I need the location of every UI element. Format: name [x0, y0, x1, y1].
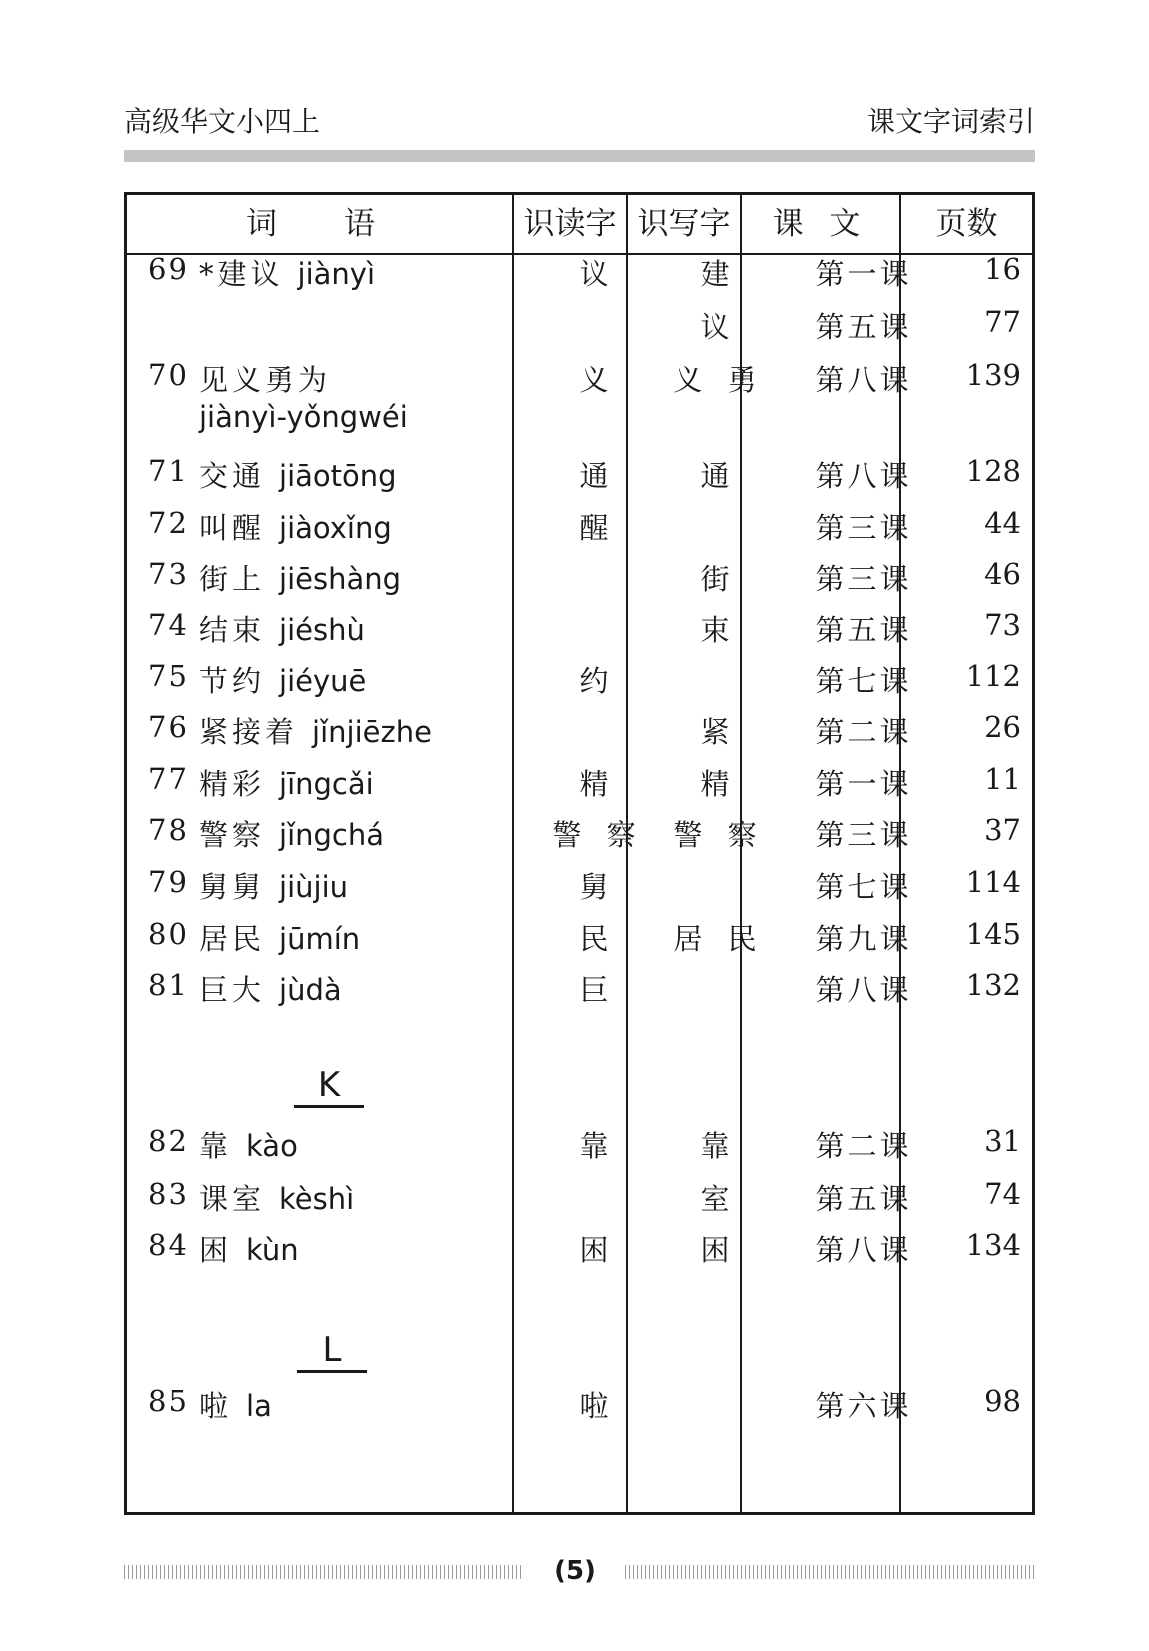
entry-lesson: 第九课: [815, 922, 912, 956]
entry-pinyin: jiànyì: [297, 257, 375, 291]
entry-hanzi: 节约: [199, 664, 266, 698]
entry-pinyin: jiēshàng: [279, 562, 402, 596]
entry-number: 81: [148, 968, 189, 1002]
entry-lesson: 第八课: [815, 459, 912, 493]
entry-number: 80: [148, 917, 189, 951]
entry-number: 83: [148, 1177, 189, 1211]
entry-lesson: 第二课: [815, 1129, 912, 1163]
entry-read-chars: 巨: [579, 973, 617, 1007]
section-letter: L: [297, 1330, 367, 1373]
entry-read-chars: 义: [579, 363, 617, 397]
entry-hanzi: 舅舅: [199, 870, 266, 904]
entry-number: 72: [148, 506, 189, 540]
entry-pinyin: kùn: [246, 1233, 299, 1267]
entry-lesson: 第五课: [815, 613, 912, 647]
entry-word: [199, 710, 519, 751]
page-number: (5): [554, 1556, 596, 1586]
entry-number: 73: [148, 557, 189, 591]
entry-hanzi: 紧接着: [199, 715, 299, 749]
entry-lesson: 第三课: [815, 818, 912, 852]
entry-page: 77: [984, 305, 1021, 339]
entry-page: 112: [965, 659, 1021, 693]
entry-write-chars: 通: [700, 459, 738, 493]
entry-page: 37: [984, 813, 1021, 847]
entry-page: 128: [965, 454, 1021, 488]
entry-page: 74: [984, 1177, 1021, 1211]
entry-hanzi: 街上: [199, 562, 266, 596]
entry-write-chars: 义 勇: [673, 363, 765, 397]
entry-hanzi: 叫醒: [199, 511, 266, 545]
entry-pinyin-wrapped: jiànyì-yǒngwéi: [199, 400, 408, 434]
entry-lesson: 第八课: [815, 363, 912, 397]
entry-page: 145: [965, 917, 1021, 951]
entry-word: [199, 506, 519, 547]
entry-pinyin: la: [246, 1389, 272, 1423]
entry-word: [199, 813, 519, 854]
entry-write-chars: 警 察: [673, 818, 765, 852]
entry-read-chars: 困: [579, 1233, 617, 1267]
entry-read-chars: 啦: [579, 1389, 617, 1423]
entry-word: [199, 252, 519, 293]
entry-word: [199, 454, 519, 495]
entry-word: [199, 358, 519, 399]
entry-lesson: 第一课: [815, 767, 912, 801]
entry-word: [199, 557, 519, 598]
entry-page: 26: [984, 710, 1021, 744]
entry-read-chars: 醒: [579, 511, 617, 545]
entry-number: 69: [148, 252, 189, 286]
entry-pinyin: jiéyuē: [279, 664, 367, 698]
entry-pinyin: jiāotōng: [279, 459, 397, 493]
entry-pinyin: jùdà: [279, 973, 342, 1007]
table-body: [127, 195, 1032, 1512]
column-header-page: 页数: [935, 206, 998, 242]
entry-hanzi: 啦: [199, 1389, 233, 1423]
entry-hanzi: 居民: [199, 922, 266, 956]
entry-pinyin: jǐngchá: [279, 818, 385, 852]
entry-number: 77: [148, 762, 189, 796]
entry-lesson: 第七课: [815, 870, 912, 904]
entry-number: 84: [148, 1228, 189, 1262]
entry-write-chars: 街: [700, 562, 738, 596]
footer-rule-right: [625, 1565, 1035, 1579]
entry-pinyin: jiùjiu: [279, 870, 349, 904]
entry-read-chars: 议: [579, 257, 617, 291]
entry-word: [199, 608, 519, 649]
entry-word: [199, 1177, 519, 1218]
entry-number: 70: [148, 358, 189, 392]
entry-lesson: 第三课: [815, 562, 912, 596]
entry-read-chars: 通: [579, 459, 617, 493]
entry-number: 82: [148, 1124, 189, 1158]
entry-page: 44: [984, 506, 1021, 540]
entry-hanzi: 警察: [199, 818, 266, 852]
entry-word: [199, 865, 519, 906]
entry-lesson: 第三课: [815, 511, 912, 545]
entry-pinyin: jǐnjiēzhe: [312, 715, 432, 749]
entry-page: 134: [965, 1228, 1021, 1262]
entry-hanzi: 交通: [199, 459, 266, 493]
entry-number: 85: [148, 1384, 189, 1418]
entry-lesson: 第七课: [815, 664, 912, 698]
entry-number: 78: [148, 813, 189, 847]
entry-lesson: 第二课: [815, 715, 912, 749]
entry-pinyin: kào: [246, 1129, 298, 1163]
entry-number: 74: [148, 608, 189, 642]
entry-write-chars: 束: [700, 613, 738, 647]
entry-word: [199, 1124, 519, 1165]
entry-word: [199, 762, 519, 803]
entry-read-chars: 精: [579, 767, 617, 801]
entry-hanzi: 困: [199, 1233, 233, 1267]
entry-hanzi: 结束: [199, 613, 266, 647]
entry-pinyin: kèshì: [279, 1182, 355, 1216]
entry-page: 132: [965, 968, 1021, 1002]
entry-write-chars: 建: [700, 257, 738, 291]
entry-page: 11: [984, 762, 1021, 796]
column-header-word: 词 语: [246, 206, 393, 242]
entry-lesson: 第八课: [815, 1233, 912, 1267]
entry-word: [199, 659, 519, 700]
entry-lesson: 第六课: [815, 1389, 912, 1423]
entry-pinyin: jiéshù: [279, 613, 365, 647]
entry-hanzi: 靠: [199, 1129, 233, 1163]
entry-write-chars: 室: [700, 1182, 738, 1216]
entry-lesson: 第五课: [815, 1182, 912, 1216]
entry-page: 139: [965, 358, 1021, 392]
entry-write-chars: 紧: [700, 715, 738, 749]
column-header-read: 识读字: [523, 206, 617, 242]
entry-number: 71: [148, 454, 189, 488]
entry-hanzi: 巨大: [199, 973, 266, 1007]
entry-word: [199, 968, 519, 1009]
entry-pinyin: jiàoxǐng: [279, 511, 392, 545]
entry-lesson: 第一课: [815, 257, 912, 291]
entry-read-chars: 警 察: [552, 818, 644, 852]
entry-hanzi: 见义勇为: [199, 363, 332, 397]
entry-word: [199, 1384, 519, 1425]
entry-pinyin: jīngcǎi: [279, 767, 374, 801]
entry-write-chars: 靠: [700, 1129, 738, 1163]
section-letter: K: [294, 1065, 364, 1108]
entry-read-chars: 舅: [579, 870, 617, 904]
entry-lesson: 第五课: [815, 310, 912, 344]
entry-number: 76: [148, 710, 189, 744]
entry-hanzi: 精彩: [199, 767, 266, 801]
entry-write-chars: 精: [700, 767, 738, 801]
entry-read-chars: 约: [579, 664, 617, 698]
entry-number: 79: [148, 865, 189, 899]
index-table: [124, 192, 1035, 1515]
entry-pinyin: jūmín: [279, 922, 361, 956]
entry-hanzi: 课室: [199, 1182, 266, 1216]
footer-rule-left: [124, 1565, 524, 1579]
header-book-title: 高级华文小四上: [124, 105, 321, 138]
entry-write-chars: 困: [700, 1233, 738, 1267]
entry-hanzi: *建议: [199, 257, 284, 291]
entry-read-chars: 民: [579, 922, 617, 956]
entry-page: 16: [984, 252, 1021, 286]
entry-page: 46: [984, 557, 1021, 591]
header-rule: [124, 150, 1035, 162]
entry-read-chars: 靠: [579, 1129, 617, 1163]
entry-page: 31: [984, 1124, 1021, 1158]
entry-lesson: 第八课: [815, 973, 912, 1007]
entry-page: 114: [965, 865, 1021, 899]
entry-write-chars: 居 民: [673, 922, 765, 956]
header-section-title: 课文字词索引: [866, 105, 1035, 138]
entry-page: 73: [984, 608, 1021, 642]
entry-page: 98: [984, 1384, 1021, 1418]
column-header-lesson: 课 文: [772, 206, 869, 242]
entry-word: [199, 1228, 519, 1269]
entry-word: [199, 917, 519, 958]
entry-number: 75: [148, 659, 189, 693]
entry-write-chars: 议: [700, 310, 738, 344]
column-header-write: 识写字: [637, 206, 731, 242]
